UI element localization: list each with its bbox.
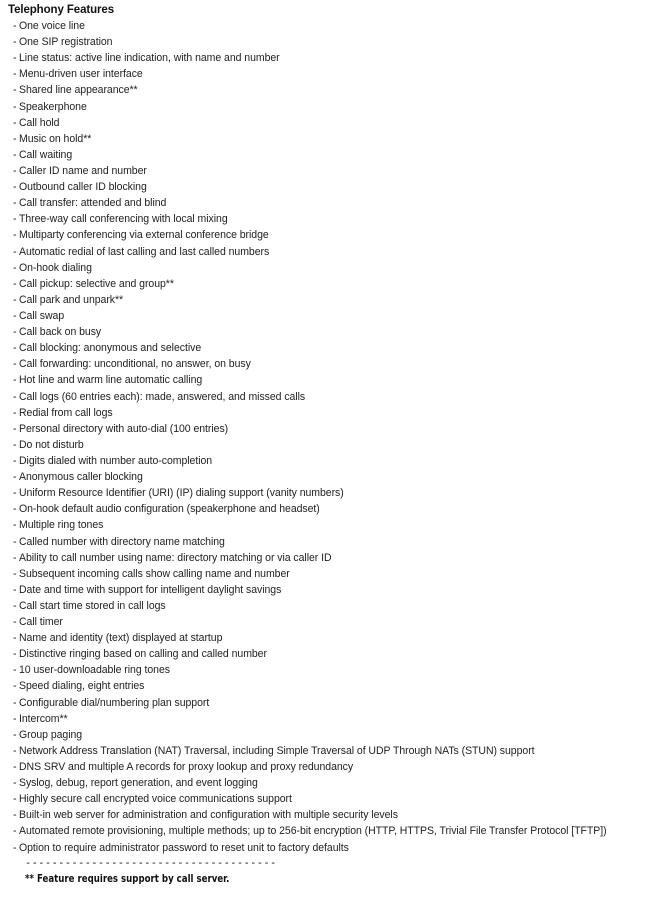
feature-item xyxy=(8,99,658,115)
bullet-marker: - xyxy=(13,374,17,387)
feature-item xyxy=(8,614,658,630)
bullet-marker: - xyxy=(13,567,17,580)
bullet-marker: - xyxy=(13,519,17,532)
feature-item xyxy=(8,646,658,662)
bullet-marker: - xyxy=(13,551,17,564)
feature-text: Call swap xyxy=(19,309,65,322)
feature-text: One SIP registration xyxy=(19,36,113,49)
bullet-marker: - xyxy=(13,503,17,516)
bullet-marker: - xyxy=(13,293,17,306)
feature-item xyxy=(8,517,658,533)
feature-item xyxy=(8,260,658,276)
bullet-marker: - xyxy=(13,245,17,258)
feature-item xyxy=(8,66,658,82)
feature-text: Syslog, debug, report generation, and event logging xyxy=(19,777,258,790)
feature-text: Call transfer: attended and blind xyxy=(19,197,167,210)
feature-text: 10 user-downloadable ring tones xyxy=(19,664,170,677)
feature-item xyxy=(8,678,658,694)
feature-item xyxy=(8,244,658,260)
feature-text: Personal directory with auto-dial (100 entries) xyxy=(19,422,229,435)
bullet-marker: - xyxy=(13,664,17,677)
feature-item xyxy=(8,630,658,646)
feature-item xyxy=(8,743,658,759)
document xyxy=(8,2,658,887)
bullet-marker: - xyxy=(13,406,17,419)
bullet-marker: - xyxy=(13,438,17,451)
bullet-marker: - xyxy=(13,116,17,129)
feature-item xyxy=(8,711,658,727)
feature-text: Multiparty conferencing via external conference bridge xyxy=(19,229,269,242)
feature-text: One voice line xyxy=(19,20,85,32)
bullet-marker: - xyxy=(13,583,17,596)
bullet-marker: - xyxy=(13,20,17,32)
bullet-marker: - xyxy=(13,809,17,822)
bullet-marker: - xyxy=(13,261,17,274)
feature-text: On-hook default audio configuration (speakerphone and headset) xyxy=(19,503,320,516)
feature-text: Speakerphone xyxy=(19,100,87,113)
feature-text: Caller ID name and number xyxy=(19,164,147,177)
feature-item xyxy=(8,469,658,485)
feature-item xyxy=(8,695,658,711)
bullet-marker: - xyxy=(13,148,17,161)
feature-text: Built-in web server for administration and configuration with multiple security levels xyxy=(19,809,398,822)
feature-item xyxy=(8,372,658,388)
feature-item xyxy=(8,292,658,308)
bullet-marker: - xyxy=(13,728,17,741)
feature-text: Menu-driven user interface xyxy=(19,68,143,81)
feature-item xyxy=(8,823,658,839)
feature-item xyxy=(8,566,658,582)
feature-item xyxy=(8,501,658,517)
feature-item xyxy=(8,534,658,550)
feature-item xyxy=(8,308,658,324)
feature-text: Hot line and warm line automatic calling xyxy=(19,374,203,387)
bullet-marker: - xyxy=(13,213,17,226)
feature-text: Line status: active line indication, with name and number xyxy=(19,52,280,65)
feature-text: Speed dialing, eight entries xyxy=(19,680,145,693)
feature-item xyxy=(8,50,658,66)
feature-text: Call blocking: anonymous and selective xyxy=(19,342,202,355)
feature-item xyxy=(8,163,658,179)
feature-text: Automated remote provisioning, multiple methods; up to 256-bit encryption (HTTP, HTTPS, Trivial File Transfer Protocol [TFTP]) xyxy=(19,825,607,838)
feature-text: Distinctive ringing based on calling and called number xyxy=(19,648,267,661)
feature-text: Three-way call conferencing with local mixing xyxy=(19,213,228,226)
feature-text: Date and time with support for intelligent daylight savings xyxy=(19,583,282,596)
feature-text: Call waiting xyxy=(19,148,73,161)
feature-item xyxy=(8,227,658,243)
feature-item xyxy=(8,662,658,678)
bullet-marker: - xyxy=(13,471,17,484)
bullet-marker: - xyxy=(13,52,17,65)
bullet-marker: - xyxy=(13,777,17,790)
feature-text: Call back on busy xyxy=(19,326,102,339)
feature-text: Call start time stored in call logs xyxy=(19,599,166,612)
feature-text: Call hold xyxy=(19,116,60,129)
bullet-marker: - xyxy=(13,793,17,806)
feature-text: Option to require administrator password to reset unit to factory defaults xyxy=(19,841,349,854)
feature-item xyxy=(8,598,658,614)
bullet-marker: - xyxy=(13,487,17,500)
feature-item xyxy=(8,389,658,405)
feature-text: Configurable dial/numbering plan support xyxy=(19,696,210,709)
feature-text: Call park and unpark** xyxy=(19,293,124,306)
feature-item xyxy=(8,147,658,163)
feature-item xyxy=(8,437,658,453)
bullet-marker: - xyxy=(13,680,17,693)
bullet-marker: - xyxy=(13,309,17,322)
feature-text: Anonymous caller blocking xyxy=(19,471,143,484)
bullet-marker: - xyxy=(13,164,17,177)
feature-text: Do not disturb xyxy=(19,438,84,451)
feature-item xyxy=(8,550,658,566)
bullet-marker: - xyxy=(13,696,17,709)
feature-text: Call timer xyxy=(19,616,63,629)
feature-text: Automatic redial of last calling and last called numbers xyxy=(19,245,270,258)
bullet-marker: - xyxy=(13,100,17,113)
feature-item xyxy=(8,211,658,227)
bullet-marker: - xyxy=(13,535,17,548)
feature-item xyxy=(8,179,658,195)
feature-text: DNS SRV and multiple A records for proxy lookup and proxy redundancy xyxy=(19,761,354,774)
feature-item xyxy=(8,791,658,807)
bullet-marker: - xyxy=(13,84,17,97)
feature-item xyxy=(8,115,658,131)
bullet-marker: - xyxy=(13,326,17,339)
feature-list xyxy=(8,18,658,856)
bullet-marker: - xyxy=(13,342,17,355)
feature-text: Group paging xyxy=(19,728,83,741)
feature-item xyxy=(8,18,658,34)
feature-text: Subsequent incoming calls show calling name and number xyxy=(19,567,290,580)
feature-text: Call forwarding: unconditional, no answer, on busy xyxy=(19,358,251,371)
feature-text: On-hook dialing xyxy=(19,261,92,274)
feature-item xyxy=(8,727,658,743)
feature-item xyxy=(8,131,658,147)
feature-text: Redial from call logs xyxy=(19,406,113,419)
bullet-marker: - xyxy=(13,229,17,242)
bullet-marker: - xyxy=(13,599,17,612)
bullet-marker: - xyxy=(13,632,17,645)
bullet-marker: - xyxy=(13,422,17,435)
feature-item xyxy=(8,34,658,50)
feature-text: Shared line appearance** xyxy=(19,84,138,97)
feature-text: Multiple ring tones xyxy=(19,519,104,532)
bullet-marker: - xyxy=(13,744,17,757)
feature-item xyxy=(8,340,658,356)
bullet-marker: - xyxy=(13,68,17,81)
feature-item xyxy=(8,421,658,437)
bullet-marker: - xyxy=(13,825,17,838)
feature-text: Name and identity (text) displayed at startup xyxy=(19,632,223,645)
feature-item xyxy=(8,485,658,501)
bullet-marker: - xyxy=(13,181,17,194)
bullet-marker: - xyxy=(13,132,17,145)
feature-item xyxy=(8,82,658,98)
feature-item xyxy=(8,582,658,598)
feature-text: Network Address Translation (NAT) Traversal, including Simple Traversal of UDP Through NATs (STUN) support xyxy=(19,744,535,757)
section-title: Telephony Features xyxy=(8,4,114,16)
feature-item xyxy=(8,356,658,372)
bullet-marker: - xyxy=(13,616,17,629)
feature-text: Highly secure call encrypted voice communications support xyxy=(19,793,292,806)
feature-item xyxy=(8,324,658,340)
feature-text: Intercom** xyxy=(19,712,68,725)
footnote-separator: -------------------------------------- xyxy=(25,856,277,869)
feature-item xyxy=(8,195,658,211)
feature-item xyxy=(8,276,658,292)
feature-text: Ability to call number using name: directory matching or via caller ID xyxy=(19,551,332,564)
feature-text: Called number with directory name matching xyxy=(19,535,225,548)
feature-item xyxy=(8,453,658,469)
feature-text: Music on hold** xyxy=(19,132,92,145)
feature-text: Call pickup: selective and group** xyxy=(19,277,174,290)
bullet-marker: - xyxy=(13,358,17,371)
feature-item xyxy=(8,405,658,421)
bullet-marker: - xyxy=(13,648,17,661)
bullet-marker: - xyxy=(13,36,17,49)
bullet-marker: - xyxy=(13,761,17,774)
feature-text: Call logs (60 entries each): made, answered, and missed calls xyxy=(19,390,306,403)
feature-item xyxy=(8,807,658,823)
feature-text: Uniform Resource Identifier (URI) (IP) dialing support (vanity numbers) xyxy=(19,487,344,500)
feature-item xyxy=(8,775,658,791)
bullet-marker: - xyxy=(13,841,17,854)
bullet-marker: - xyxy=(13,390,17,403)
bullet-marker: - xyxy=(13,454,17,467)
feature-item xyxy=(8,840,658,856)
footnote: ** Feature requires support by call server. xyxy=(25,872,230,885)
feature-text: Digits dialed with number auto-completion xyxy=(19,454,213,467)
feature-text: Outbound caller ID blocking xyxy=(19,181,147,194)
feature-item xyxy=(8,759,658,775)
bullet-marker: - xyxy=(13,197,17,210)
bullet-marker: - xyxy=(13,277,17,290)
bullet-marker: - xyxy=(13,712,17,725)
